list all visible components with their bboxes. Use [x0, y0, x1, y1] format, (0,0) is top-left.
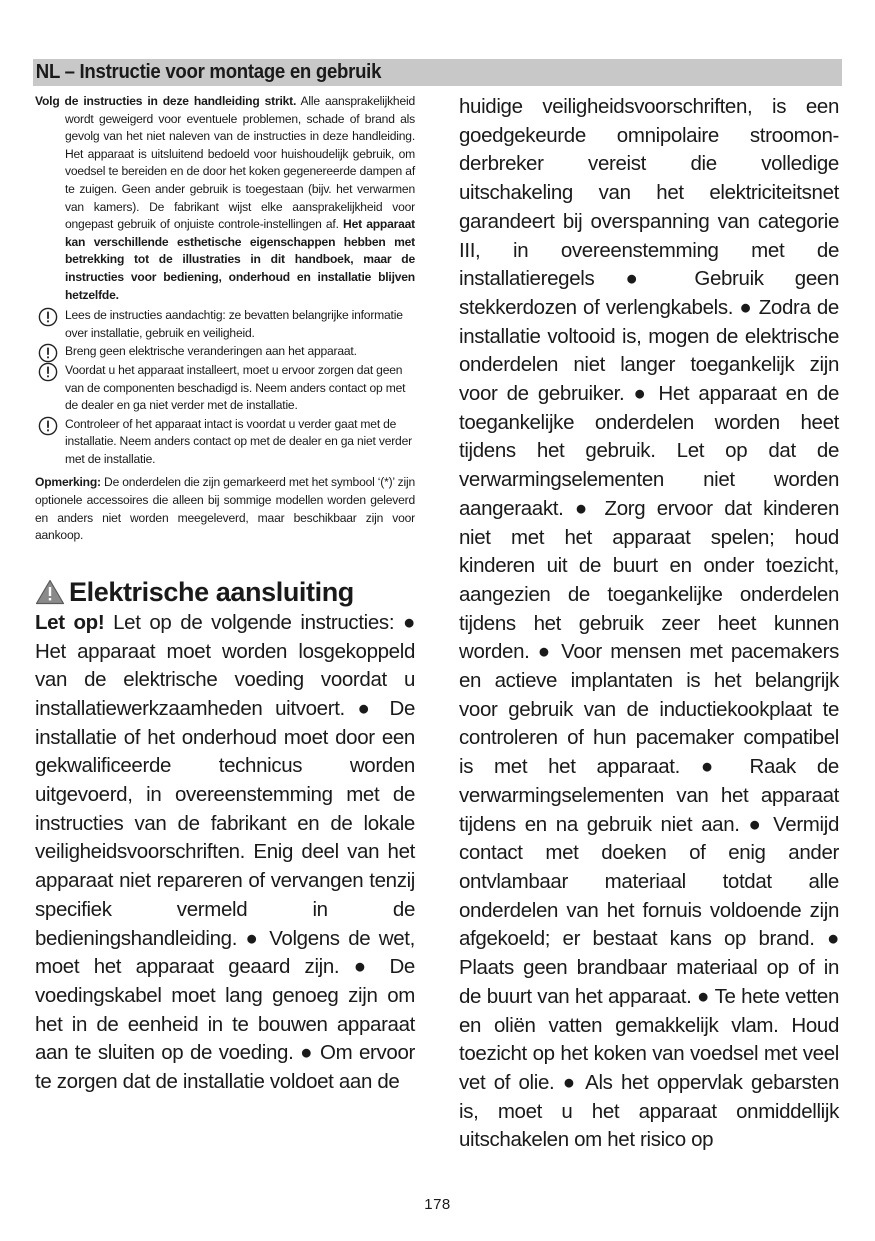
intro-text: Alle aansprakelijkheid wordt geweigerd voor eventuele problemen, schade of brand als gevolg van het niet naleven van de instructies in deze handleiding. Het apparaat is uitsluitend bedoeld voor huishoudelijk gebruik, om voedsel te bereiden en de door het koken gegenereerde dampen af te zuigen. Geen ander gebruik is toegestaan (bijv. het verwarmen van kamers). De fabrikant wijst elke aansprakelijkheid voor ongepast gebruik of onjuiste controle-instellingen af. [65, 94, 415, 232]
warning-item [35, 343, 415, 361]
intro-paragraph [35, 93, 415, 304]
page-number: 178 [424, 1196, 451, 1213]
exclamation-circle-icon [38, 416, 58, 436]
note-paragraph [35, 474, 415, 544]
section-title: Elektrische aansluiting [69, 576, 354, 607]
left-column [35, 93, 415, 1097]
warning-item [35, 362, 415, 415]
section-text-right: huidige veiligheidsvoorschriften, is een goedgekeurde omnipolaire stroomon-derbreker vereist die volledige uitschakeling van het elektriciteitsnet garandeert bij overspanning van categorie III, in overeenstemming met de installatieregels ● Gebruik geen stekkerdozen of verlengkabels. ● Zodra de installatie voltooid is, mogen de elektrische onderdelen niet langer toegankelijk zijn voor de gebruiker. ● Het apparaat en de toegankelijke onderdelen worden heet tijdens het gebruik. Let op dat de verwarmingselementen niet worden aangeraakt. ● Zorg ervoor dat kinderen niet met het apparaat spelen; houd kinderen uit de buurt en onder toezicht, aangezien de toegankelijke onderdelen tijdens het gebruik zeer heet kunnen worden. ● Voor mensen met pacemakers en actieve implantaten is het belangrijk voor gebruik van de inductiekookplaat te controleren of hun pacemaker compatibel is met het apparaat. ● Raak de verwarmingselementen van het apparaat tijdens en na gebruik niet aan. ● Vermijd contact met doeken of enig ander ontvlambaar materiaal totdat alle onderdelen van het fornuis voldoende zijn afgekoeld; er bestaat kans op brand. ● Plaats geen brandbaar materiaal op of in de buurt van het apparaat. ● Te hete vetten en oliën vatten gemakkelijk vlam. Houd toezicht op het koken van voedsel met veel vet of olie. ● Als het oppervlak gebarsten is, moet u het apparaat onmiddellijk uitschakelen om het risico op [459, 95, 839, 1152]
right-column [459, 93, 839, 1155]
warning-list [35, 307, 415, 468]
warning-text: Voordat u het apparaat installeert, moet u ervoor zorgen dat geen van de componenten beschadigd is. Neem anders contact op met de dealer en ga niet verder met de installatie. [65, 362, 406, 413]
warning-item [35, 416, 415, 469]
section-lead-bold: Let op! [35, 610, 105, 634]
intro-bold-tail: Het apparaat kan verschillende esthetische eigenschappen hebben met betrekking tot de illustraties in dit handboek, maar de instructies voor bediening, onderhoud en installatie blijven hetzelfde. [65, 217, 415, 302]
section-heading [35, 575, 415, 609]
warning-text: Controleer of het apparaat intact is voordat u verder gaat met de installatie. Neem anders contact op met de dealer en ga niet verder met de installatie. [65, 416, 412, 466]
exclamation-circle-icon [38, 362, 58, 382]
warning-triangle-icon [35, 579, 65, 605]
section-body-left [35, 609, 415, 1097]
note-text: De onderdelen die zijn gemarkeerd met het symbool ‘(*)’ zijn optionele accessoires die alleen bij sommige modellen worden geleverd en anders niet worden meegeleverd, maar beschikbaar zijn voor aankoop. [35, 475, 415, 543]
note-label: Opmerking: [35, 475, 101, 490]
warning-item [35, 307, 415, 342]
page-title: NL – Instructie voor montage en gebruik [35, 61, 382, 83]
exclamation-circle-icon [38, 343, 58, 363]
section-header-bar [33, 59, 842, 86]
exclamation-circle-icon [38, 307, 58, 327]
section-text-left: Let op de volgende instructies: ● Het apparaat moet worden losgekoppeld van de elektrische voeding voordat u installatiewerkzaamheden uitvoert. ● De installatie of het onderhoud moet door een gekwalificeerde technicus worden uitgevoerd, in overeenstemming met de instructies van de fabrikant en de lokale veiligheidsvoorschriften. Enig deel van het apparaat niet repareren of vervangen tenzij specifiek vermeld in de bedieningshandleiding. ● Volgens de wet, moet het apparaat geaard zijn. ● De voedingskabel moet lang genoeg zijn om het in de eenheid in te bouwen apparaat aan te sluiten op de voeding. ● Om ervoor te zorgen dat de installatie voldoet aan de [35, 610, 415, 1094]
warning-text: Lees de instructies aandachtig: ze bevatten belangrijke informatie over installatie, gebruik en veiligheid. [65, 308, 403, 340]
intro-bold-lead: Volg de instructies in deze handleiding strikt. [35, 94, 297, 108]
warning-text: Breng geen elektrische veranderingen aan het apparaat. [65, 344, 357, 359]
